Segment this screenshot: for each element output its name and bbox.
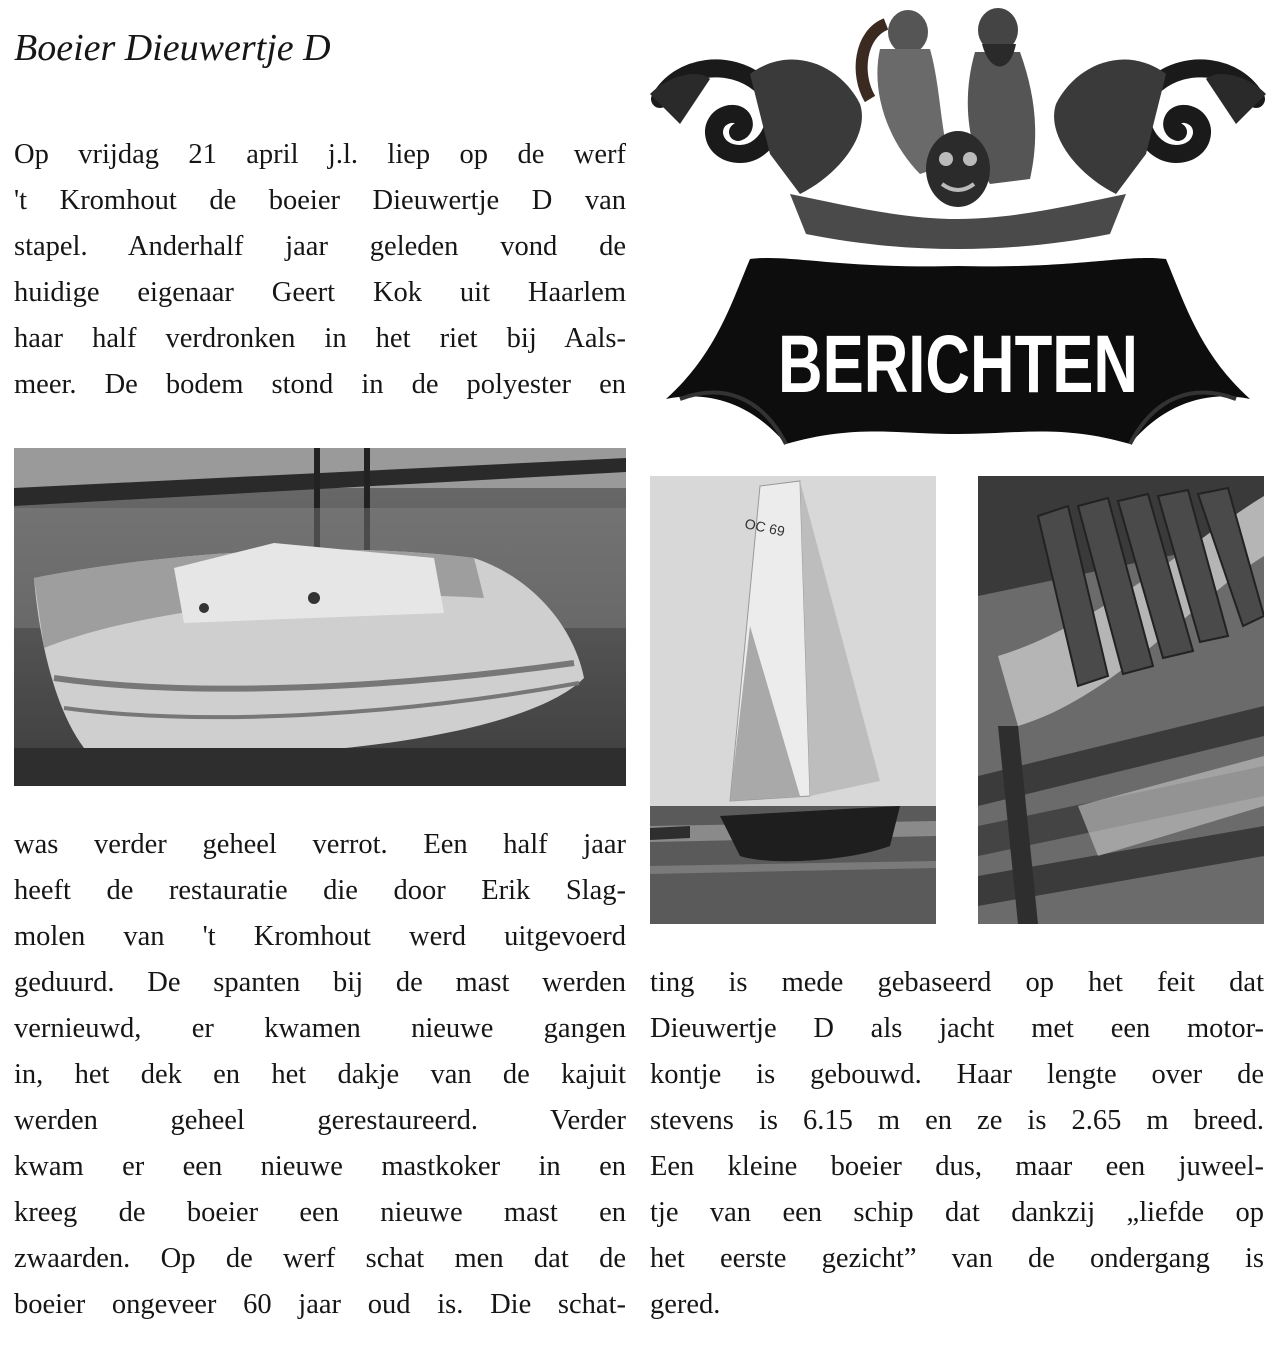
text-line: stapel. Anderhalf jaar geleden vond de [14, 231, 626, 262]
text-line: stevens is 6.15 m en ze is 2.65 m breed. [650, 1105, 1264, 1136]
text-line: ting is mede gebaseerd op het feit dat [650, 967, 1264, 998]
text-block-1 [14, 132, 626, 408]
text-block-3 [650, 960, 1264, 1328]
text-line: Een kleine boeier dus, maar een juweel- [650, 1151, 1264, 1182]
text-line: huidige eigenaar Geert Kok uit Haarlem [14, 277, 626, 308]
text-line: gered. [650, 1289, 721, 1320]
text-line: geduurd. De spanten bij de mast werden [14, 967, 626, 998]
text-line: het eerste gezicht” van de ondergang is [650, 1243, 1264, 1274]
text-line: molen van 't Kromhout werd uitgevoerd [14, 921, 626, 952]
emblem-banner-text: BERICHTEN [778, 319, 1138, 410]
text-line: was verder geheel verrot. Een half jaar [14, 829, 626, 860]
text-block-2 [14, 822, 626, 1328]
text-line: boeier ongeveer 60 jaar oud is. Die schat- [14, 1289, 626, 1320]
text-line: haar half verdronken in het riet bij Aals- [14, 323, 626, 354]
text-line: werden geheel gerestaureerd. Verder [14, 1105, 626, 1136]
text-line: 't Kromhout de boeier Dieuwertje D van [14, 185, 626, 216]
text-line: zwaarden. Op de werf schat men dat de [14, 1243, 626, 1274]
hull-frames-photo [978, 476, 1264, 924]
text-line: tje van een schip dat dankzij „liefde op [650, 1197, 1264, 1228]
text-line: Op vrijdag 21 april j.l. liep op de werf [14, 139, 626, 170]
text-line: Dieuwertje D als jacht met een motor- [650, 1013, 1264, 1044]
sail-number: OC 69 [743, 515, 787, 540]
text-line: kwam er een nieuwe mastkoker in en [14, 1151, 626, 1182]
emblem-graphic [640, 4, 1276, 456]
article-title: Boeier Dieuwertje D [14, 27, 331, 69]
boat-workshop-photo [14, 448, 626, 786]
text-line: heeft de restauratie die door Erik Slag- [14, 875, 626, 906]
sailing-boat-photo [650, 476, 936, 924]
text-line: vernieuwd, er kwamen nieuwe gangen [14, 1013, 626, 1044]
text-line: in, het dek en het dakje van de kajuit [14, 1059, 626, 1090]
text-line: kontje is gebouwd. Haar lengte over de [650, 1059, 1264, 1090]
hull-frames-image [978, 476, 1264, 924]
text-line: meer. De bodem stond in de polyester en [14, 369, 626, 400]
sailing-boat-image [650, 476, 936, 924]
berichten-emblem [640, 4, 1276, 456]
boat-workshop-image [14, 448, 626, 786]
text-line: kreeg de boeier een nieuwe mast en [14, 1197, 626, 1228]
